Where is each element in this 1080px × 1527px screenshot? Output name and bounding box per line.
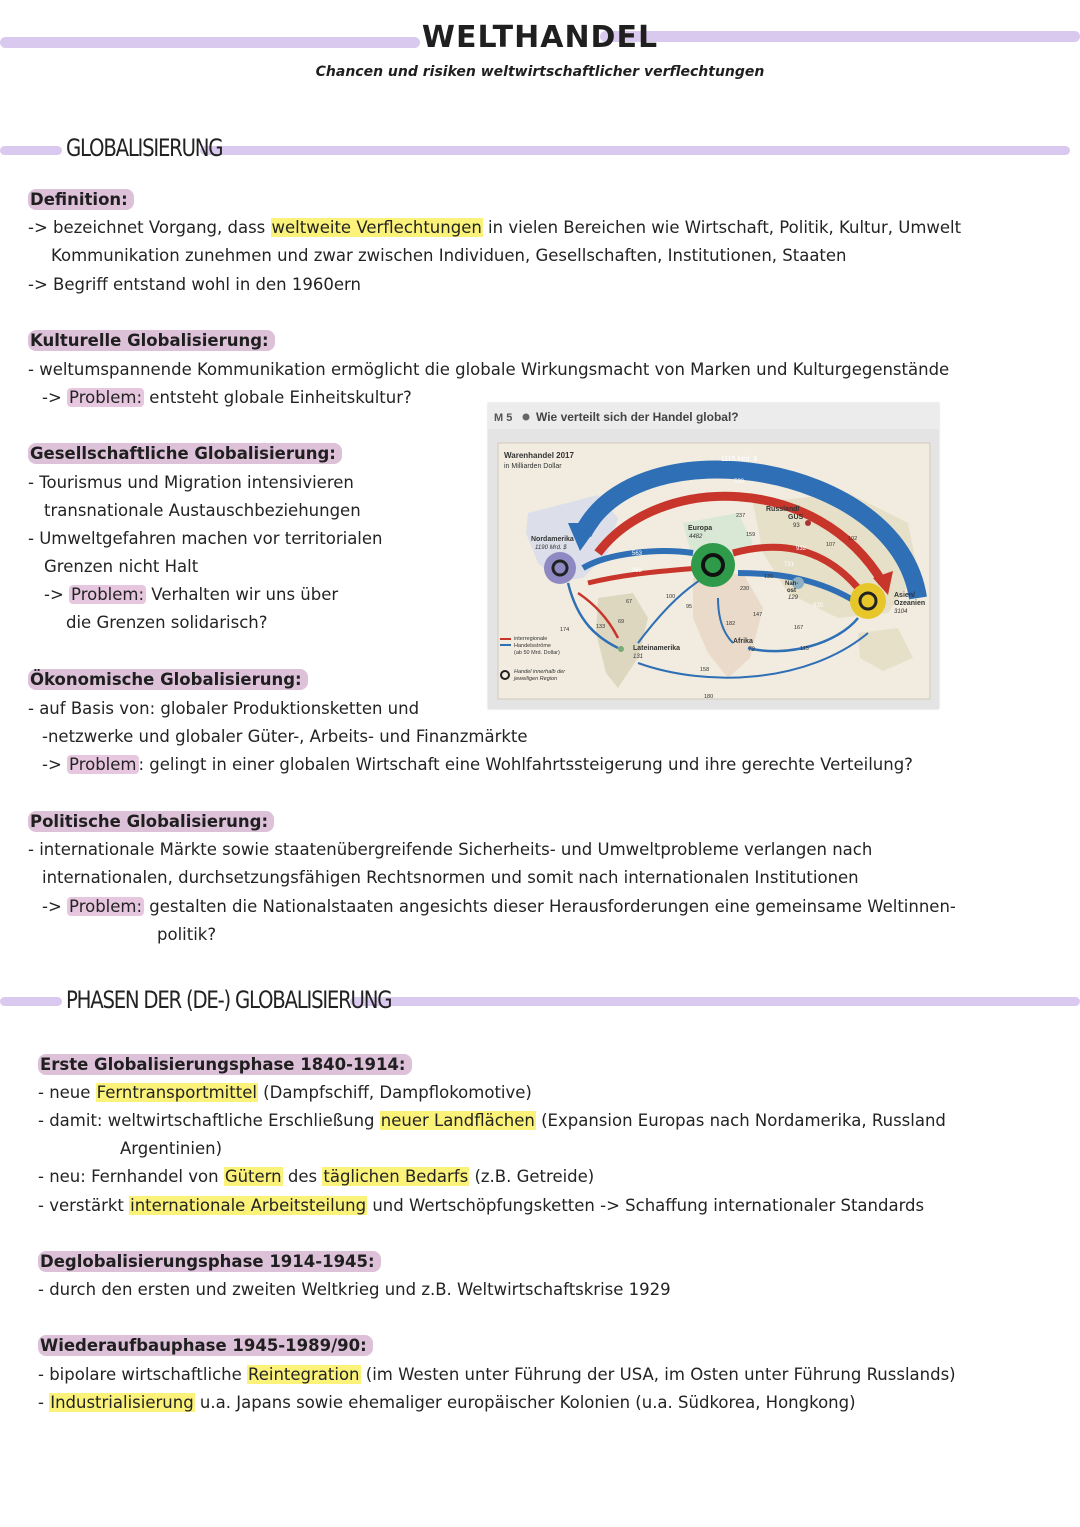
svg-text:131: 131 [633, 654, 644, 660]
svg-text:Ozeanien: Ozeanien [894, 600, 926, 607]
heading-gesellschaftliche: Gesellschaftliche Globalisierung: [28, 444, 342, 463]
figure-label: M 5 [494, 412, 513, 424]
svg-text:(ab 50 Mrd. Dollar): (ab 50 Mrd. Dollar) [514, 650, 560, 656]
heading-kulturelle: Kulturelle Globalisierung: [28, 331, 275, 350]
politische-line-1: - internationale Märkte sowie staatenübergreifende Sicherheits- und Umweltprobleme verlangen nach [28, 840, 873, 859]
gesellschaftliche-line-2: transnationale Austauschbeziehungen [44, 501, 361, 520]
svg-text:102: 102 [848, 536, 858, 542]
svg-text:159: 159 [746, 532, 756, 538]
svg-text:129: 129 [788, 595, 799, 601]
svg-text:100: 100 [666, 594, 676, 600]
page-subtitle: Chancen und risiken weltwirtschaftlicher verflechtungen [315, 64, 765, 80]
svg-text:167: 167 [794, 625, 804, 631]
svg-text:ost: ost [787, 588, 796, 594]
section2-bar-left [0, 997, 62, 1006]
svg-text:107: 107 [826, 542, 836, 548]
node-asien [850, 583, 886, 619]
svg-text:230: 230 [740, 586, 750, 592]
svg-text:932: 932 [796, 546, 807, 552]
svg-text:4482: 4482 [689, 534, 703, 540]
svg-text:158: 158 [700, 667, 710, 673]
svg-text:interregionale: interregionale [514, 636, 548, 642]
svg-text:Afrika: Afrika [733, 638, 753, 645]
svg-text:147: 147 [753, 612, 763, 618]
node-lateinamerika [618, 646, 624, 652]
svg-text:563: 563 [632, 551, 643, 557]
oekonomische-line-2: -netzwerke und globaler Güter-, Arbeits- und Finanzmärkte [42, 727, 528, 746]
section-heading-phasen: PHASEN DER (DE-) GLOBALISIERUNG [66, 986, 392, 1014]
svg-text:Handel innerhalb der: Handel innerhalb der [514, 669, 566, 675]
trade-map-svg [488, 403, 939, 709]
svg-text:69: 69 [618, 619, 625, 625]
trade-map-figure [488, 403, 939, 709]
politische-line-2: internationalen, durchsetzungsfähigen Rechtsnormen und somit nach internationalen Institutionen [42, 868, 859, 887]
phase1-line-3: Argentinien) [120, 1139, 223, 1158]
page-title: WELTHANDEL [421, 20, 659, 55]
svg-text:237: 237 [736, 513, 746, 519]
node-nordamerika [544, 552, 576, 584]
svg-text:Europa: Europa [688, 525, 713, 532]
svg-text:Nah-: Nah- [785, 581, 799, 587]
kulturelle-line-1: - weltumspannende Kommunikation ermöglicht die globale Wirkungsmacht von Marken und Kulturgegenstände [28, 360, 950, 379]
svg-text:72: 72 [748, 647, 755, 653]
gesellschaftliche-line-1: - Tourismus und Migration intensivieren [28, 473, 354, 492]
heading-politische: Politische Globalisierung: [28, 812, 274, 831]
section1-bar-left [0, 146, 62, 155]
figure-bullet-icon [523, 414, 530, 421]
gesellschaftliche-line-3: - Umweltgefahren machen vor territorialen [28, 529, 383, 548]
svg-text:174: 174 [560, 627, 570, 633]
gesellschaftliche-line-5: -> Problem: Verhalten wir uns über [44, 585, 339, 604]
svg-text:Russland/: Russland/ [766, 506, 800, 513]
section1-bar-right [200, 146, 1070, 155]
phase1-line-5: - verstärkt internationale Arbeitsteilung und Wertschöpfungsketten -> Schaffung internationaler Standards [38, 1196, 925, 1215]
section2-bar-right [350, 997, 1080, 1006]
node-europa [691, 543, 735, 587]
svg-text:182: 182 [726, 621, 736, 627]
figure-title: Wie verteilt sich der Handel global? [536, 410, 739, 424]
svg-text:in Milliarden Dollar: in Milliarden Dollar [504, 463, 562, 470]
svg-text:67: 67 [626, 599, 633, 605]
svg-text:93: 93 [793, 523, 800, 529]
phase3-line-2: - Industrialisierung u.a. Japans sowie ehemaliger europäischer Kolonien (u.a. Südkorea, Hongkong) [38, 1393, 856, 1412]
svg-text:Lateinamerika: Lateinamerika [633, 645, 681, 652]
politische-line-4: politik? [157, 925, 217, 944]
oekonomische-line-1: - auf Basis von: globaler Produktionsketten und [28, 699, 420, 718]
svg-text:1190 Mrd. $: 1190 Mrd. $ [535, 545, 567, 551]
gesellschaftliche-line-4: Grenzen nicht Halt [44, 557, 199, 576]
svg-text:382: 382 [632, 568, 643, 574]
node-russland [805, 520, 811, 526]
gesellschaftliche-line-6: die Grenzen solidarisch? [66, 613, 268, 632]
heading-phase2: Deglobalisierungsphase 1914-1945: [38, 1252, 381, 1271]
svg-text:jeweiligen Region: jeweiligen Region [514, 676, 558, 682]
heading-phase1: Erste Globalisierungsphase 1840-1914: [38, 1055, 412, 1074]
svg-text:620: 620 [813, 603, 824, 609]
svg-text:1115 Mrd. $: 1115 Mrd. $ [721, 456, 758, 463]
svg-text:731: 731 [784, 562, 795, 568]
definition-line-2: Kommunikation zunehmen und zwar zwischen Individuen, Gesellschaften, Institutionen, Staaten [51, 246, 847, 265]
definition-line-1: -> bezeichnet Vorgang, dass weltweite Verflechtungen in vielen Bereichen wie Wirtschaft, Politik, Kultur, Umwelt [28, 218, 962, 237]
heading-definition: Definition: [28, 190, 134, 209]
section-heading-globalisierung: GLOBALISIERUNG [66, 134, 223, 162]
svg-text:520: 520 [734, 479, 745, 485]
phase2-line-1: - durch den ersten und zweiten Weltkrieg und z.B. Weltwirtschaftskrise 1929 [38, 1280, 671, 1299]
phase3-line-1: - bipolare wirtschaftliche Reintegration (im Westen unter Führung der USA, im Osten unter Führung Russlands) [38, 1365, 956, 1384]
svg-text:3104: 3104 [894, 609, 908, 615]
svg-text:133: 133 [596, 624, 606, 630]
svg-text:115: 115 [800, 646, 809, 652]
svg-text:95: 95 [686, 604, 693, 610]
svg-text:Nordamerika: Nordamerika [531, 536, 574, 543]
oekonomische-line-3: -> Problem : gelingt in einer globalen Wirtschaft eine Wohlfahrtssteigerung und ihre gerechte Verteilung? [42, 755, 913, 774]
phase1-line-2: - damit: weltwirtschaftliche Erschließung neuer Landflächen (Expansion Europas nach Nordamerika, Russland [38, 1111, 946, 1130]
heading-phase3: Wiederaufbauphase 1945-1989/90: [38, 1336, 373, 1355]
phase1-line-1: - neue Ferntransportmittel (Dampfschiff, Dampflokomotive) [38, 1083, 532, 1102]
kulturelle-line-2: -> Problem: entsteht globale Einheitskultur? [42, 388, 412, 407]
svg-text:GUS: GUS [788, 514, 804, 521]
svg-text:Warenhandel 2017: Warenhandel 2017 [504, 451, 574, 460]
svg-text:180: 180 [704, 694, 714, 700]
phase1-line-4: - neu: Fernhandel von Gütern des täglichen Bedarfs (z.B. Getreide) [38, 1167, 595, 1186]
svg-text:Asien/: Asien/ [894, 592, 916, 599]
svg-text:Handelsströme: Handelsströme [514, 643, 551, 649]
definition-line-3: -> Begriff entstand wohl in den 1960ern [28, 275, 361, 294]
svg-text:130: 130 [764, 574, 774, 580]
heading-oekonomische: Ökonomische Globalisierung: [28, 670, 308, 689]
politische-line-3: -> Problem: gestalten die Nationalstaaten angesichts dieser Herausforderungen eine gemeinsame Weltinnen- [42, 897, 956, 916]
